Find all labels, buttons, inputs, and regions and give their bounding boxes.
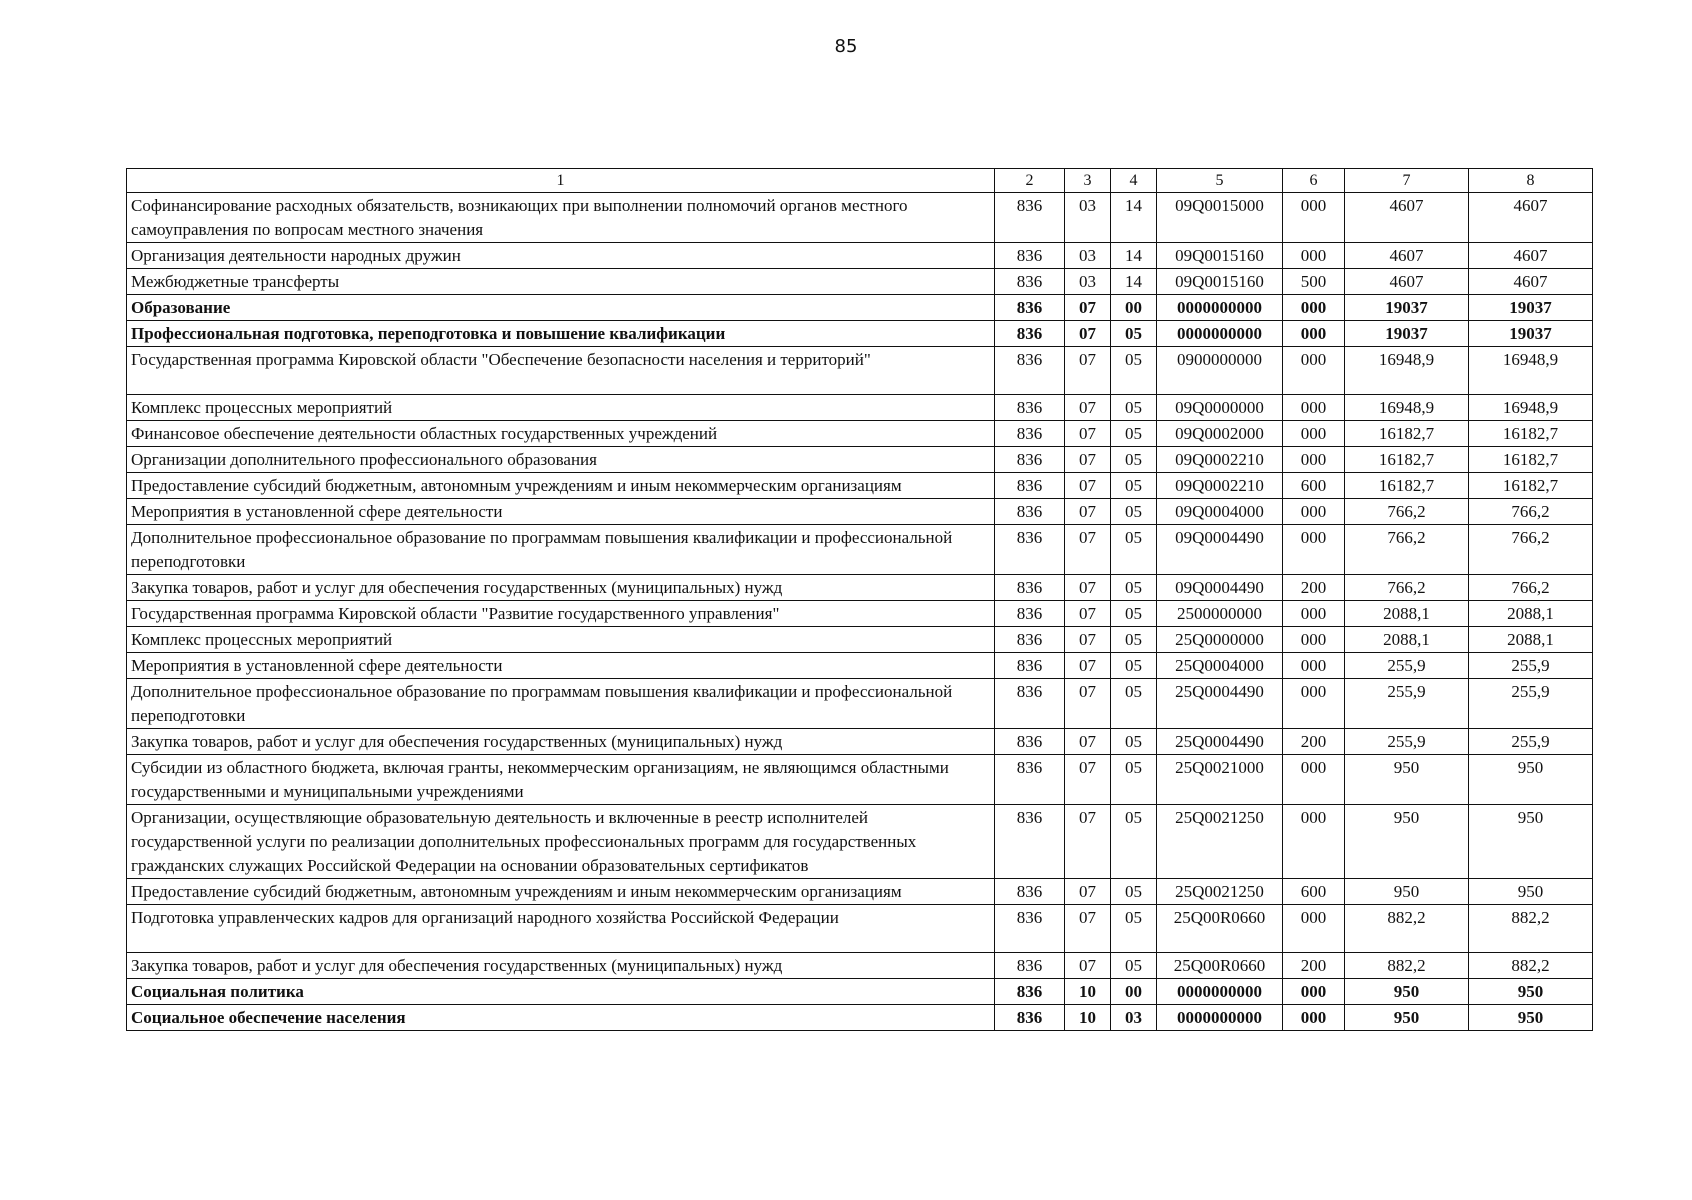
cell-col-3: 03	[1065, 193, 1111, 243]
cell-col-4: 05	[1111, 729, 1157, 755]
cell-col-5: 25Q0004000	[1157, 653, 1283, 679]
cell-col-6: 000	[1283, 321, 1345, 347]
cell-col-6: 000	[1283, 421, 1345, 447]
table-row	[127, 243, 1593, 269]
cell-col-6: 000	[1283, 755, 1345, 805]
table-row	[127, 347, 1593, 395]
cell-col-4: 00	[1111, 979, 1157, 1005]
table-row	[127, 679, 1593, 729]
table-row	[127, 575, 1593, 601]
cell-col-3: 07	[1065, 879, 1111, 905]
row-name: Профессиональная подготовка, переподготовка и повышение квалификации	[127, 321, 995, 347]
header-col-3: 3	[1065, 169, 1111, 193]
cell-col-2: 836	[995, 679, 1065, 729]
table-row	[127, 1005, 1593, 1031]
cell-col-3: 07	[1065, 525, 1111, 575]
cell-col-7: 882,2	[1345, 905, 1469, 953]
cell-col-6: 000	[1283, 905, 1345, 953]
row-name: Дополнительное профессиональное образование по программам повышения квалификации и профессиональной переподготовки	[127, 525, 995, 575]
cell-col-6: 000	[1283, 525, 1345, 575]
cell-col-4: 05	[1111, 879, 1157, 905]
table-row	[127, 321, 1593, 347]
row-name: Дополнительное профессиональное образование по программам повышения квалификации и профессиональной переподготовки	[127, 679, 995, 729]
cell-col-3: 10	[1065, 1005, 1111, 1031]
cell-col-8: 766,2	[1469, 499, 1593, 525]
cell-col-8: 19037	[1469, 295, 1593, 321]
cell-col-5: 09Q0000000	[1157, 395, 1283, 421]
cell-col-7: 16948,9	[1345, 395, 1469, 421]
table-row	[127, 193, 1593, 243]
header-col-4: 4	[1111, 169, 1157, 193]
cell-col-7: 766,2	[1345, 575, 1469, 601]
cell-col-2: 836	[995, 347, 1065, 395]
cell-col-5: 09Q0004000	[1157, 499, 1283, 525]
cell-col-8: 255,9	[1469, 729, 1593, 755]
cell-col-5: 0000000000	[1157, 321, 1283, 347]
table-row	[127, 295, 1593, 321]
cell-col-8: 950	[1469, 1005, 1593, 1031]
header-col-5: 5	[1157, 169, 1283, 193]
cell-col-7: 16182,7	[1345, 447, 1469, 473]
cell-col-2: 836	[995, 447, 1065, 473]
header-col-7: 7	[1345, 169, 1469, 193]
cell-col-4: 05	[1111, 653, 1157, 679]
cell-col-4: 05	[1111, 395, 1157, 421]
cell-col-2: 836	[995, 499, 1065, 525]
table-row	[127, 601, 1593, 627]
cell-col-3: 07	[1065, 321, 1111, 347]
cell-col-5: 0900000000	[1157, 347, 1283, 395]
cell-col-7: 4607	[1345, 193, 1469, 243]
cell-col-5: 25Q00R0660	[1157, 953, 1283, 979]
row-name: Образование	[127, 295, 995, 321]
cell-col-8: 766,2	[1469, 575, 1593, 601]
cell-col-3: 07	[1065, 905, 1111, 953]
row-name: Мероприятия в установленной сфере деятельности	[127, 653, 995, 679]
cell-col-6: 000	[1283, 295, 1345, 321]
cell-col-5: 0000000000	[1157, 979, 1283, 1005]
row-name: Государственная программа Кировской области "Развитие государственного управления"	[127, 601, 995, 627]
cell-col-7: 2088,1	[1345, 601, 1469, 627]
cell-col-3: 10	[1065, 979, 1111, 1005]
header-col-6: 6	[1283, 169, 1345, 193]
cell-col-2: 836	[995, 1005, 1065, 1031]
cell-col-7: 19037	[1345, 321, 1469, 347]
cell-col-7: 16948,9	[1345, 347, 1469, 395]
cell-col-8: 16948,9	[1469, 395, 1593, 421]
cell-col-6: 200	[1283, 953, 1345, 979]
cell-col-2: 836	[995, 269, 1065, 295]
cell-col-7: 950	[1345, 979, 1469, 1005]
cell-col-5: 09Q0015000	[1157, 193, 1283, 243]
row-name: Комплекс процессных мероприятий	[127, 627, 995, 653]
table-row	[127, 755, 1593, 805]
header-col-8: 8	[1469, 169, 1593, 193]
cell-col-7: 2088,1	[1345, 627, 1469, 653]
cell-col-6: 000	[1283, 979, 1345, 1005]
cell-col-2: 836	[995, 805, 1065, 879]
cell-col-4: 00	[1111, 295, 1157, 321]
cell-col-2: 836	[995, 575, 1065, 601]
cell-col-4: 05	[1111, 627, 1157, 653]
cell-col-7: 255,9	[1345, 679, 1469, 729]
cell-col-2: 836	[995, 729, 1065, 755]
cell-col-2: 836	[995, 321, 1065, 347]
header-col-2: 2	[995, 169, 1065, 193]
cell-col-7: 255,9	[1345, 653, 1469, 679]
cell-col-5: 25Q0000000	[1157, 627, 1283, 653]
row-name: Финансовое обеспечение деятельности областных государственных учреждений	[127, 421, 995, 447]
cell-col-5: 25Q0021000	[1157, 755, 1283, 805]
cell-col-4: 05	[1111, 347, 1157, 395]
table-body	[127, 193, 1593, 1031]
row-name: Подготовка управленческих кадров для организаций народного хозяйства Российской Федерации	[127, 905, 995, 953]
table-row	[127, 269, 1593, 295]
cell-col-8: 255,9	[1469, 653, 1593, 679]
cell-col-4: 05	[1111, 321, 1157, 347]
cell-col-6: 000	[1283, 499, 1345, 525]
cell-col-5: 09Q0002210	[1157, 447, 1283, 473]
cell-col-8: 4607	[1469, 243, 1593, 269]
cell-col-7: 4607	[1345, 269, 1469, 295]
table-row	[127, 729, 1593, 755]
cell-col-6: 000	[1283, 653, 1345, 679]
cell-col-6: 600	[1283, 473, 1345, 499]
cell-col-4: 05	[1111, 575, 1157, 601]
cell-col-2: 836	[995, 953, 1065, 979]
cell-col-3: 07	[1065, 295, 1111, 321]
cell-col-5: 09Q0002210	[1157, 473, 1283, 499]
cell-col-4: 05	[1111, 499, 1157, 525]
cell-col-8: 766,2	[1469, 525, 1593, 575]
cell-col-4: 05	[1111, 447, 1157, 473]
table-row	[127, 805, 1593, 879]
cell-col-2: 836	[995, 979, 1065, 1005]
cell-col-3: 07	[1065, 679, 1111, 729]
cell-col-5: 09Q0004490	[1157, 525, 1283, 575]
table-row	[127, 627, 1593, 653]
cell-col-4: 05	[1111, 473, 1157, 499]
row-name: Организация деятельности народных дружин	[127, 243, 995, 269]
row-name: Мероприятия в установленной сфере деятельности	[127, 499, 995, 525]
cell-col-4: 05	[1111, 421, 1157, 447]
cell-col-3: 07	[1065, 653, 1111, 679]
cell-col-8: 16948,9	[1469, 347, 1593, 395]
cell-col-5: 0000000000	[1157, 295, 1283, 321]
cell-col-5: 25Q00R0660	[1157, 905, 1283, 953]
cell-col-3: 07	[1065, 395, 1111, 421]
cell-col-8: 4607	[1469, 193, 1593, 243]
cell-col-8: 2088,1	[1469, 627, 1593, 653]
cell-col-5: 25Q0004490	[1157, 729, 1283, 755]
cell-col-3: 07	[1065, 499, 1111, 525]
cell-col-4: 05	[1111, 679, 1157, 729]
cell-col-3: 07	[1065, 627, 1111, 653]
cell-col-3: 07	[1065, 575, 1111, 601]
cell-col-8: 4607	[1469, 269, 1593, 295]
cell-col-6: 000	[1283, 805, 1345, 879]
cell-col-3: 07	[1065, 805, 1111, 879]
row-name: Межбюджетные трансферты	[127, 269, 995, 295]
table-row	[127, 395, 1593, 421]
cell-col-8: 950	[1469, 755, 1593, 805]
cell-col-2: 836	[995, 653, 1065, 679]
cell-col-7: 950	[1345, 755, 1469, 805]
row-name: Предоставление субсидий бюджетным, автономным учреждениям и иным некоммерческим организациям	[127, 879, 995, 905]
cell-col-8: 950	[1469, 879, 1593, 905]
cell-col-7: 766,2	[1345, 525, 1469, 575]
cell-col-2: 836	[995, 193, 1065, 243]
row-name: Социальное обеспечение населения	[127, 1005, 995, 1031]
table-row	[127, 953, 1593, 979]
cell-col-8: 16182,7	[1469, 421, 1593, 447]
cell-col-4: 03	[1111, 1005, 1157, 1031]
cell-col-8: 882,2	[1469, 953, 1593, 979]
cell-col-6: 000	[1283, 193, 1345, 243]
row-name: Закупка товаров, работ и услуг для обеспечения государственных (муниципальных) нужд	[127, 953, 995, 979]
table-row	[127, 979, 1593, 1005]
cell-col-8: 950	[1469, 979, 1593, 1005]
cell-col-6: 000	[1283, 395, 1345, 421]
cell-col-7: 950	[1345, 1005, 1469, 1031]
table-row	[127, 473, 1593, 499]
cell-col-8: 2088,1	[1469, 601, 1593, 627]
table-row	[127, 905, 1593, 953]
table-row	[127, 421, 1593, 447]
cell-col-7: 766,2	[1345, 499, 1469, 525]
cell-col-7: 19037	[1345, 295, 1469, 321]
row-name: Закупка товаров, работ и услуг для обеспечения государственных (муниципальных) нужд	[127, 575, 995, 601]
cell-col-4: 05	[1111, 601, 1157, 627]
cell-col-8: 255,9	[1469, 679, 1593, 729]
table-row	[127, 447, 1593, 473]
cell-col-8: 16182,7	[1469, 473, 1593, 499]
row-name: Предоставление субсидий бюджетным, автономным учреждениям и иным некоммерческим организациям	[127, 473, 995, 499]
cell-col-7: 950	[1345, 879, 1469, 905]
cell-col-5: 09Q0015160	[1157, 269, 1283, 295]
cell-col-6: 500	[1283, 269, 1345, 295]
cell-col-2: 836	[995, 601, 1065, 627]
cell-col-5: 09Q0004490	[1157, 575, 1283, 601]
cell-col-7: 255,9	[1345, 729, 1469, 755]
cell-col-7: 16182,7	[1345, 421, 1469, 447]
cell-col-4: 05	[1111, 755, 1157, 805]
cell-col-8: 882,2	[1469, 905, 1593, 953]
cell-col-5: 25Q0004490	[1157, 679, 1283, 729]
cell-col-4: 05	[1111, 805, 1157, 879]
cell-col-3: 03	[1065, 243, 1111, 269]
header-row	[127, 169, 1593, 193]
cell-col-5: 2500000000	[1157, 601, 1283, 627]
cell-col-8: 16182,7	[1469, 447, 1593, 473]
table-row	[127, 653, 1593, 679]
cell-col-3: 07	[1065, 347, 1111, 395]
cell-col-4: 14	[1111, 193, 1157, 243]
cell-col-3: 07	[1065, 473, 1111, 499]
cell-col-3: 07	[1065, 421, 1111, 447]
table-row	[127, 499, 1593, 525]
budget-table	[126, 168, 1593, 1031]
row-name: Субсидии из областного бюджета, включая гранты, некоммерческим организациям, не являющимся областными государственными и муниципальными учреждениями	[127, 755, 995, 805]
cell-col-4: 05	[1111, 953, 1157, 979]
cell-col-3: 07	[1065, 729, 1111, 755]
cell-col-2: 836	[995, 421, 1065, 447]
row-name: Комплекс процессных мероприятий	[127, 395, 995, 421]
cell-col-7: 950	[1345, 805, 1469, 879]
table-row	[127, 525, 1593, 575]
cell-col-8: 950	[1469, 805, 1593, 879]
cell-col-6: 000	[1283, 243, 1345, 269]
row-name: Государственная программа Кировской области "Обеспечение безопасности населения и территорий"	[127, 347, 995, 395]
cell-col-6: 000	[1283, 347, 1345, 395]
cell-col-7: 4607	[1345, 243, 1469, 269]
cell-col-6: 000	[1283, 1005, 1345, 1031]
cell-col-5: 25Q0021250	[1157, 805, 1283, 879]
cell-col-2: 836	[995, 473, 1065, 499]
cell-col-3: 07	[1065, 953, 1111, 979]
cell-col-6: 000	[1283, 447, 1345, 473]
cell-col-5: 09Q0002000	[1157, 421, 1283, 447]
cell-col-2: 836	[995, 755, 1065, 805]
cell-col-2: 836	[995, 243, 1065, 269]
cell-col-5: 25Q0021250	[1157, 879, 1283, 905]
cell-col-3: 03	[1065, 269, 1111, 295]
row-name: Закупка товаров, работ и услуг для обеспечения государственных (муниципальных) нужд	[127, 729, 995, 755]
row-name: Софинансирование расходных обязательств, возникающих при выполнении полномочий органов местного самоуправления по вопросам местного значения	[127, 193, 995, 243]
cell-col-3: 07	[1065, 601, 1111, 627]
cell-col-6: 000	[1283, 601, 1345, 627]
table-row	[127, 879, 1593, 905]
cell-col-7: 16182,7	[1345, 473, 1469, 499]
cell-col-4: 14	[1111, 269, 1157, 295]
cell-col-3: 07	[1065, 755, 1111, 805]
cell-col-6: 000	[1283, 679, 1345, 729]
cell-col-5: 0000000000	[1157, 1005, 1283, 1031]
header-col-1: 1	[127, 169, 995, 193]
cell-col-2: 836	[995, 879, 1065, 905]
page-number: 85	[834, 36, 858, 57]
cell-col-4: 05	[1111, 905, 1157, 953]
cell-col-7: 882,2	[1345, 953, 1469, 979]
cell-col-3: 07	[1065, 447, 1111, 473]
cell-col-2: 836	[995, 395, 1065, 421]
row-name: Социальная политика	[127, 979, 995, 1005]
cell-col-2: 836	[995, 627, 1065, 653]
cell-col-2: 836	[995, 525, 1065, 575]
cell-col-2: 836	[995, 905, 1065, 953]
cell-col-4: 14	[1111, 243, 1157, 269]
cell-col-6: 200	[1283, 729, 1345, 755]
cell-col-4: 05	[1111, 525, 1157, 575]
cell-col-5: 09Q0015160	[1157, 243, 1283, 269]
cell-col-6: 600	[1283, 879, 1345, 905]
cell-col-2: 836	[995, 295, 1065, 321]
cell-col-8: 19037	[1469, 321, 1593, 347]
row-name: Организации, осуществляющие образовательную деятельность и включенные в реестр исполнителей государственной услуги по реализации дополнительных профессиональных программ для государственных гражданских служащих Российской Федерации на основании образовательных сертификатов	[127, 805, 995, 879]
row-name: Организации дополнительного профессионального образования	[127, 447, 995, 473]
cell-col-6: 000	[1283, 627, 1345, 653]
cell-col-6: 200	[1283, 575, 1345, 601]
